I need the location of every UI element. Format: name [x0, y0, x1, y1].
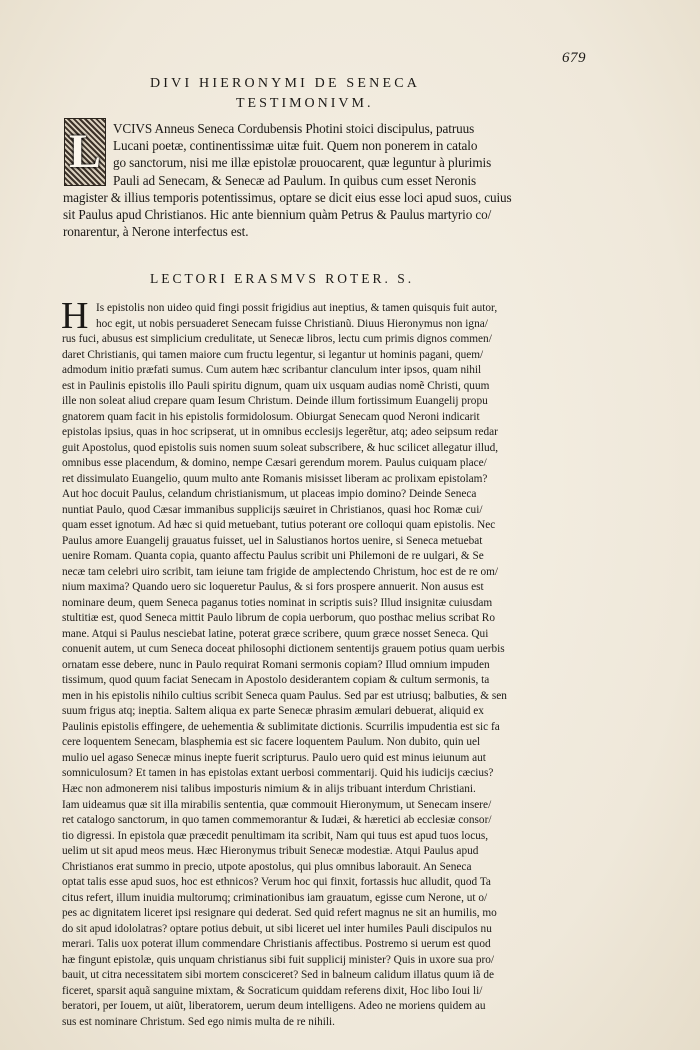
text-line: mane. Atqui si Paulus nesciebat latine, poterat græce scribere, quum græce nosset Seneca. Qui — [62, 627, 489, 640]
decorated-initial — [64, 118, 106, 186]
text-line: ficeret, sparsit aquã sanguine mixtam, & Socraticum quiddam referens dixit, Hoc libo Ioui li/ — [62, 984, 483, 997]
text-line: do sit apud idololatras? optare potius debuit, ut sibi liceret uel inter humiles Pauli discipulos nu — [62, 922, 492, 935]
text-line: ille non soleat aliud crepare quam Iesum Christum. Deinde illum fortissimum Euangelij propu — [62, 395, 488, 408]
text-line: Christianos erat summo in precio, utpote apostolus, qui plus omnibus laborauit. An Seneca — [62, 860, 472, 873]
text-line: uenire Romam. Quanta copia, quanto affectu Paulus scribit uni Philemoni de re uulgari, & Se — [62, 550, 484, 563]
text-line: epistolas ipsius, quas in hoc scripserat, ut in omnibus ecclesijs legerẽtur, atq; adeo seipsum redar — [62, 426, 498, 439]
subtitle-heading: TESTIMONIVM. — [236, 96, 374, 111]
text-line: men in his epistolis nihilo cultius scribit Seneca quam Paulus. Sed par est utriusq; balbuties, & sen — [62, 689, 507, 702]
text-line: Lucani poetæ, continentissimæ uitæ fuit. Quem non ponerem in catalo — [113, 138, 478, 154]
page-number: 679 — [562, 50, 586, 66]
text-line: omnibus esse placendum, & domino, nempe Cæsari gerendum morem. Paulus cuiquam place/ — [62, 457, 487, 470]
text-line: stultitiæ est, quod Seneca mittit Paulo librum de copia uerborum, quo posthac melius scribat Ro — [62, 612, 495, 625]
letter-heading: LECTORI ERASMVS ROTER. S. — [150, 271, 415, 286]
text-line: tissimum, quod quum faciat Senecam in Apostolo desiderantem copiam & cultum sermonis, ta — [62, 674, 490, 687]
title-heading: DIVI HIERONYMI DE SENECA — [150, 76, 421, 91]
text-line: pes ac dignitatem liceret ipsi resignare qui dederat. Sed quid refert magnus ne sit an humilis, mo — [62, 907, 497, 920]
text-line: ret catalogo sanctorum, in quo tamen commemorantur & Iudæi, & hæretici ab ecclesiæ consor/ — [62, 814, 492, 827]
text-line: est in Paulinis epistolis illo Pauli spiritu dignum, quam uix usquam audias nomẽ Christi, quum — [62, 379, 490, 392]
text-line: ornatam esse debere, nunc in Paulo requirat Romani sermonis copiam? Illud omnium impuden — [62, 658, 490, 671]
text-line: Iam uideamus quæ sit illa mirabilis sententia, quæ commouit Hieronymum, ut Senecam insere/ — [62, 798, 492, 811]
text-line: ret dissimulato Euangelio, quum multo ante Romanis misisset liberam ac prolixam epistolam? — [62, 472, 488, 485]
text-line: suum frigus atq; ineptia. Saltem aliqua ex parte Senecæ phrasim æmulari debuerat, aliquid ex — [62, 705, 484, 718]
text-line: magister & illius temporis potentissimus, optare se dicit eius esse loci apud suos, cuius — [63, 189, 512, 205]
text-line: citus refert, illum inuidia multorumq; criminationibus iam grauatum, egisse cum Nerone, ut o/ — [62, 891, 488, 904]
text-line: daret Christianis, qui tamen maiore cum fructu legentur, si legantur ut hominis pagani, quem/ — [62, 348, 484, 361]
text-line: Aut hoc docuit Paulus, celandum christianismum, ut placeas impio domino? Deinde Seneca — [62, 488, 477, 501]
text-line: necæ tam celebri uiro scribit, tam ieiune tam frigide de amplectendo Christum, hoc est de re om/ — [62, 565, 499, 578]
text-line: Paulinis epistolis effingere, de uehementia & sublimitate dictionis. Scurrilis impudentia est sic fa — [62, 720, 500, 733]
text-line: nium maxima? Quando uero sic loqueretur Paulus, & si fors prospere annuerit. Non ausus est — [62, 581, 484, 594]
text-line: Is epistolis non uideo quid fingi possit frigidius aut ineptius, & tamen quisquis fuit autor, — [96, 302, 498, 314]
text-line: admodum initio præfati sumus. Cum autem hæc scribantur clanculum inter ipsos, quam nihil — [62, 364, 482, 377]
text-line: ronarentur, à Nerone interfectus est. — [63, 224, 249, 240]
text-line: merari. Talis uox poterat illum commendare Christianis affectibus. Postremo si uerum est quod — [62, 938, 491, 951]
text-line: conuenit autem, ut cum Seneca doceat philosophi dictionem sententijs grauem potius quam uerbis — [62, 643, 505, 656]
text-line: gnatorem quam facit in his epistolis formidolosum. Obiurgat Senecam quod Neroni indicarit — [62, 410, 480, 423]
text-line: nominare deum, quem Seneca paganus toties nominat in scriptis suis? Illud insignitæ cuiusdam — [62, 596, 493, 609]
text-line: uelim ut sit apud meos meus. Hæc Hieronymus tribuit Senecæ modestiæ. Atqui Paulus apud — [62, 845, 479, 858]
text-line: mulio uel agaso Senecæ minus inepte fuerit scripturus. Paulo uero quid est minus ieiunum aut — [62, 751, 486, 764]
text-line: quam esset ignotum. Ad hæc si quid metuebant, tutius poterant ore colloqui quam epistolis. Nec — [62, 519, 496, 532]
letter-body — [62, 301, 596, 1030]
text-line: VCIVS Anneus Seneca Cordubensis Photini stoici discipulus, patruus — [113, 121, 475, 136]
text-line: sus est nominare Christum. Sed ego nimis multa de re nihili. — [62, 1015, 335, 1028]
text-line: tio digressi. In epistola quæ præcedit penultimam ita scribit, Nam qui tuus est apud tuos locus, — [62, 829, 489, 842]
text-line: beratori, per Iouem, ut aiũt, liberatorem, uerum deum intelligens. Adeo ne moriens quidem au — [62, 1000, 486, 1013]
initial-letter: H — [61, 295, 89, 337]
text-line: optat talis esse apud suos, hoc est ethnicos? Verum hoc qui finxit, fortassis huc alludit, quod Ta — [62, 876, 491, 889]
text-line: Hæc non admonerem nisi talibus imposturis nimium & in alijs tribuant interdum Christiani. — [62, 782, 476, 795]
text-line: sit Paulus apud Christianos. Hic ante biennium quàm Petrus & Paulus martyrio co/ — [63, 206, 492, 222]
text-line: somniculosum? Et tamen in has epistolas extant uerbosi commentarij. Quid his iudicijs cæcius? — [62, 767, 494, 780]
initial-letter: L — [68, 125, 101, 178]
text-line: hoc egit, ut nobis persuaderet Senecam fuisse Christianũ. Diuus Hieronymus non igna/ — [96, 317, 488, 330]
text-line: guit Apostolus, quod epistolis suis nomen suum soleat subscribere, & huc scilicet allegatur illud, — [62, 441, 499, 454]
text-line: nuntiat Paulo, quod Cæsar immanibus supplicijs sæuiret in Christianos, quasi hoc Romæ cui/ — [62, 503, 483, 516]
text-line: Paulus amore Euangelij grauatus fuisset, uel in Salustianos hortos uenire, si Seneca metuebat — [62, 534, 483, 547]
text-line: go sanctorum, nisi me illæ epistolæ prouocarent, quæ leguntur à plurimis — [113, 155, 492, 171]
testimony-paragraph — [63, 120, 598, 240]
text-line: hæ fingunt epistolæ, quis unquam christianus sibi fuit supplicij minister? Quis in uxore sua pro/ — [62, 953, 495, 966]
text-line: bauit, ut citra necessitatem sibi mortem consciceret? Sed in balneum calidum illatus quum iã de — [62, 969, 494, 982]
text-line: rus fuci, abusus est simplicium credulitate, ut Senecæ libros, lectu cum primis dignos commen/ — [62, 333, 492, 346]
text-line: Pauli ad Senecam, & Senecæ ad Paulum. In quibus cum esset Neronis — [113, 172, 477, 188]
text-line: cere loquentem Senecam, blasphemia est sic facere loquentem Paulum. Non dubito, quin uel — [62, 736, 481, 749]
